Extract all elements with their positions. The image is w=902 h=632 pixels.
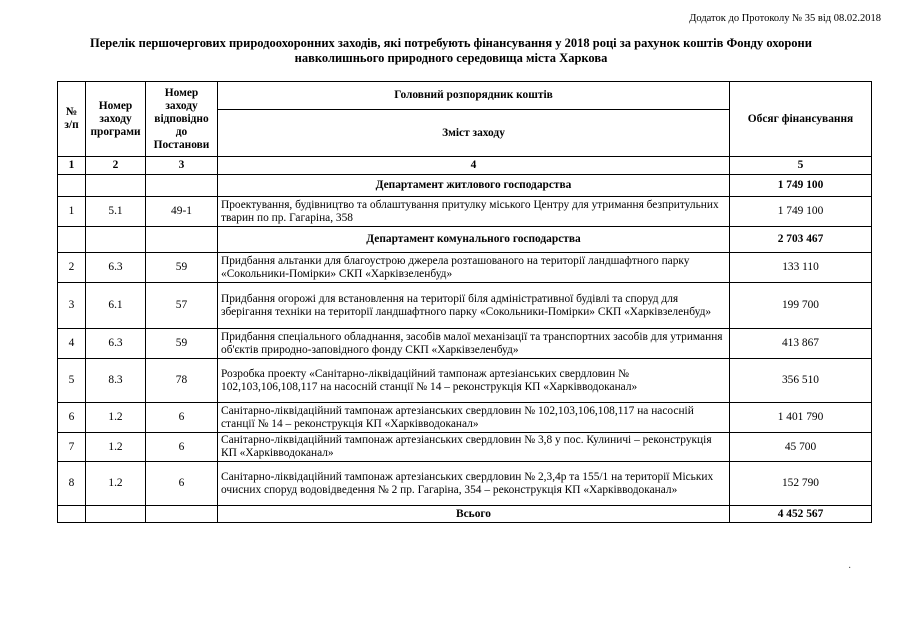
decree-number: 6 (146, 403, 218, 433)
row-number: 8 (58, 462, 86, 506)
measure-content: Санітарно-ліквідаційний тампонаж артезіанських свердловин № 3,8 у пос. Кулиничі – реконструкція КП «Харківводоканал» (218, 433, 730, 462)
row-number: 7 (58, 433, 86, 462)
table-row (58, 253, 872, 283)
col-number: 1 (58, 157, 86, 175)
table-row (58, 403, 872, 433)
measure-content: Придбання альтанки для благоустрою джерела розташованого на території ландшафтного парку «Сокольники-Помірки» СКП «Харківзеленбуд» (218, 253, 730, 283)
decree-number: 6 (146, 462, 218, 506)
measure-content: Розробка проекту «Санітарно-ліквідаційний тампонаж артезіанських свердловин № 102,103,106,108,117 на насосній станції № 14 – реконструкція КП «Харківводоканал» (218, 359, 730, 403)
dept-total: 2 703 467 (730, 227, 872, 253)
header-no: № з/п (58, 82, 86, 157)
program-number: 6.1 (86, 283, 146, 329)
decree-number: 78 (146, 359, 218, 403)
amount: 356 510 (730, 359, 872, 403)
measure-content: Санітарно-ліквідаційний тампонаж артезіанських свердловин № 102,103,106,108,117 на насосній станції № 14 – реконструкція КП «Харківводоканал» (218, 403, 730, 433)
measures-table (57, 81, 872, 523)
measure-content: Санітарно-ліквідаційний тампонаж артезіанських свердловин № 2,3,4р та 155/1 на території Міських очисних споруд водовідведення № 2 пр. Гагаріна, 354 – реконструкція КП «Харківводоканал» (218, 462, 730, 506)
header-program: Номер заходу програми (86, 82, 146, 157)
col-number: 4 (218, 157, 730, 175)
table-row (58, 283, 872, 329)
number-row (58, 157, 872, 175)
total-amount: 4 452 567 (730, 506, 872, 523)
program-number: 8.3 (86, 359, 146, 403)
header-row-1 (58, 82, 872, 110)
table-row (58, 462, 872, 506)
decree-number: 49-1 (146, 197, 218, 227)
row-number: 3 (58, 283, 86, 329)
amount: 45 700 (730, 433, 872, 462)
program-number: 5.1 (86, 197, 146, 227)
decree-number: 59 (146, 253, 218, 283)
scan-mark: · (848, 563, 852, 574)
row-number: 6 (58, 403, 86, 433)
col-number: 2 (86, 157, 146, 175)
dept-name: Департамент комунального господарства (218, 227, 730, 253)
dept-name: Департамент житлового господарства (218, 175, 730, 197)
decree-number: 59 (146, 329, 218, 359)
measure-content: Придбання спеціального обладнання, засобів малої механізації та транспортних засобів для утримання об'єктів природно-заповідного фонду СКП «Харківзеленбуд» (218, 329, 730, 359)
total-label: Всього (218, 506, 730, 523)
row-number: 1 (58, 197, 86, 227)
document-title (40, 36, 862, 66)
measure-content: Придбання огорожі для встановлення на території біля адміністративної будівлі та споруд для зберігання техніки на території ландшафтного парку «Сокольники-Помірки» СКП «Харківзеленбуд» (218, 283, 730, 329)
program-number: 6.3 (86, 329, 146, 359)
amount: 133 110 (730, 253, 872, 283)
header-decree: Номер заходу відповідно до Постанови (146, 82, 218, 157)
amount: 413 867 (730, 329, 872, 359)
header-manager: Головний розпорядник коштів (218, 82, 730, 110)
row-number: 4 (58, 329, 86, 359)
amount: 1 401 790 (730, 403, 872, 433)
program-number: 6.3 (86, 253, 146, 283)
decree-number: 6 (146, 433, 218, 462)
header-content: Зміст заходу (218, 110, 730, 157)
total-row (58, 506, 872, 523)
col-number: 5 (730, 157, 872, 175)
table-row (58, 329, 872, 359)
table-row (58, 197, 872, 227)
dept-total: 1 749 100 (730, 175, 872, 197)
title-line-2: навколишнього природного середовища міста Харкова (294, 51, 608, 65)
table-row (58, 433, 872, 462)
program-number: 1.2 (86, 433, 146, 462)
decree-number: 57 (146, 283, 218, 329)
amount: 1 749 100 (730, 197, 872, 227)
measure-content: Проектування, будівництво та облаштування притулку міського Центру для утримання безпритульних тварин по пр. Гагаріна, 358 (218, 197, 730, 227)
program-number: 1.2 (86, 403, 146, 433)
title-line-1: Перелік першочергових природоохоронних заходів, які потребують фінансування у 2018 році за рахунок коштів Фонду охорони (90, 36, 812, 50)
amount: 152 790 (730, 462, 872, 506)
col-number: 3 (146, 157, 218, 175)
dept-row (58, 227, 872, 253)
dept-row (58, 175, 872, 197)
table-row (58, 359, 872, 403)
program-number: 1.2 (86, 462, 146, 506)
row-number: 5 (58, 359, 86, 403)
header-amount: Обсяг фінансування (730, 82, 872, 157)
row-number: 2 (58, 253, 86, 283)
amount: 199 700 (730, 283, 872, 329)
annex-note: Додаток до Протоколу № 35 від 08.02.2018 (689, 13, 881, 24)
